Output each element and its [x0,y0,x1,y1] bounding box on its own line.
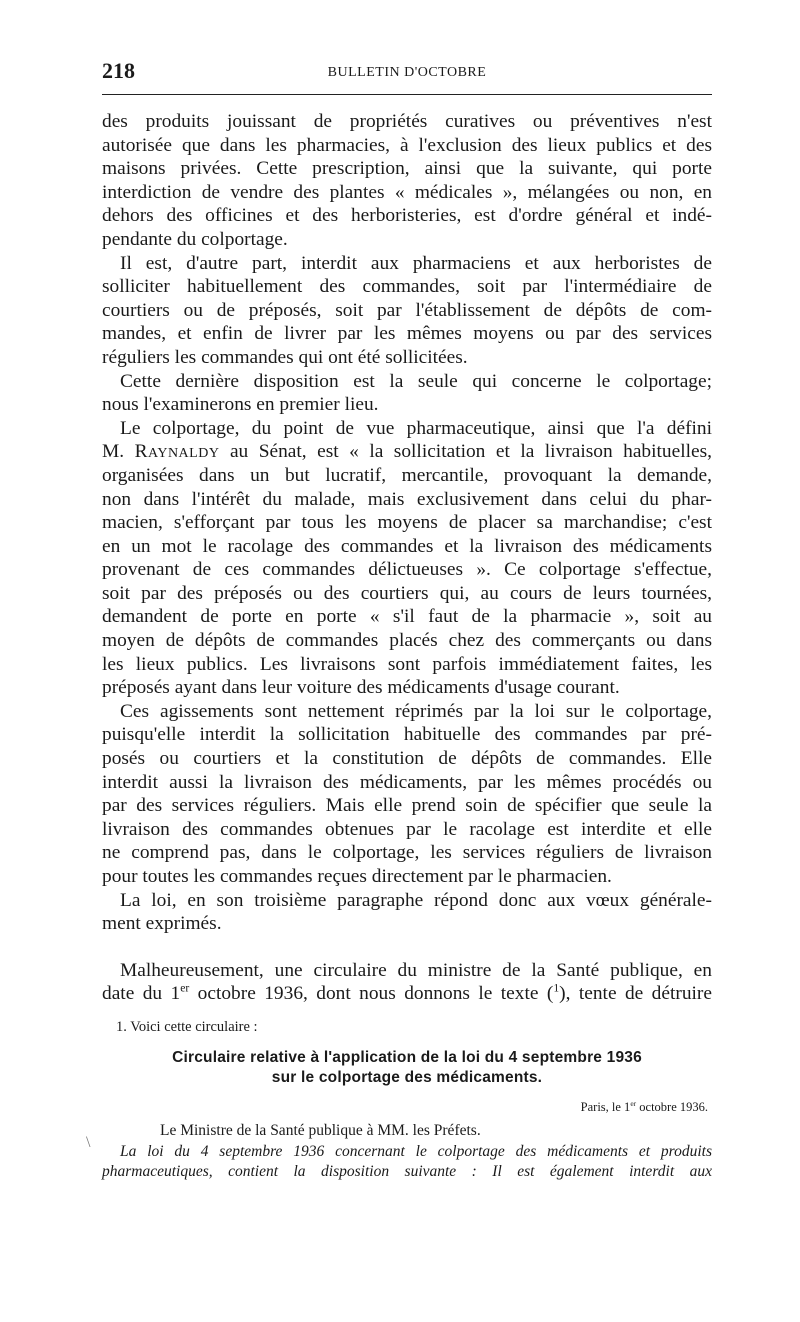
text-line: nous l'examinerons en premier lieu. [102,394,379,416]
circular-title [102,1048,712,1088]
text-line: moyen de dépôts de commandes placés chez des commerçants ou dans [102,630,712,652]
text-span: octobre 1936, dont nous donnons le texte ( [197,983,554,1005]
footnote-ref: 1 [553,981,560,995]
text-line: soit par des préposés ou des courtiers qui, au cours de leurs tournées, [102,582,712,604]
paragraph-gap [102,936,712,959]
text-line: maisons privées. Cette prescription, ainsi que la suivante, qui porte [102,158,712,180]
text-line: ment exprimés. [102,913,222,935]
running-title: BULLETIN D'OCTOBRE [327,65,487,80]
date-text: Paris, le 1 [580,1100,631,1114]
superscript: er [180,981,190,995]
circular-title-line: Circulaire relative à l'application de la loi du 4 septembre 1936 [172,1049,642,1066]
margin-mark: \ [86,1134,91,1151]
text-line: demandent de porte en porte « s'il faut de la pharmacie », soit au [102,606,712,628]
text-line: non dans l'intérêt du malade, mais exclusivement dans celui du phar- [102,488,712,510]
text-line: interdiction de vendre des plantes « médicales », mélangées ou non, en [102,181,712,203]
text-line [102,440,712,464]
date-text: octobre 1936. [636,1100,708,1114]
circular-body [102,1142,712,1182]
text-line: ne comprend pas, dans le colportage, les services réguliers de livraison [102,842,712,864]
text-line: des produits jouissant de propriétés curatives ou préventives n'est [102,111,712,132]
text-line: pour toutes les commandes reçues directement par le pharmacien. [102,866,612,887]
text-line: provenant de ces commandes délictueuses ». Ce colportage s'effectue, [102,559,712,581]
text-span: M. [102,441,125,463]
text-line: La loi, en son troisième paragraphe répond donc aux vœux générale- [120,889,712,911]
person-name: Raynaldy [134,441,220,463]
text-span: au Sénat, est « la sollicitation et la livraison habituelles, [229,441,712,463]
text-line: livraison des commandes obtenues par le racolage est interdite et elle [102,818,712,840]
text-line: Il est, d'autre part, interdit aux pharmaciens et aux herboristes de [120,252,712,274]
text-line: organisées dans un but lucratif, mercantile, provoquant la demande, [102,464,712,486]
text-line: solliciter habituellement des commandes, soit par l'intermédiaire de [102,276,712,298]
text-span: ), tente de détruire [559,983,712,1005]
text-line: Cette dernière disposition est la seule qui concerne le colportage; [120,370,712,392]
text-line: interdit aussi la livraison des médicaments, par les mêmes procédés ou [102,771,712,793]
text-line: pendante du colportage. [102,228,288,250]
text-line: préposés ayant dans leur voiture des médicaments d'usage courant. [102,677,620,699]
text-line: Le colportage, du point de vue pharmaceutique, ainsi que l'a défini [120,417,712,439]
circular-title-line: sur le colportage des médicaments. [271,1069,543,1086]
page-header [102,58,712,88]
footnote [102,1016,712,1182]
text-line: macien, s'efforçant par tous les moyens de placer sa marchandise; c'est [102,512,712,534]
text-line: les lieux publics. Les livraisons sont parfois immédiatement faites, les [102,653,712,675]
text-span: date du 1 [102,983,181,1005]
footnote-label: 1. Voici cette circulaire : [116,1019,258,1035]
text-line: réguliers les commandes qui ont été sollicitées. [102,346,468,368]
text-line: mandes, et enfin de livrer par les mêmes moyens ou par des services [102,323,712,345]
text-line: autorisée que dans les pharmacies, à l'exclusion des lieux publics et des [102,134,712,156]
text-line: dehors des officines et des herboristeries, est d'ordre général et indé- [102,205,712,227]
date-superscript: er [630,1098,637,1108]
circular-addressee: Le Ministre de la Santé publique à MM. les Préfets. [160,1122,481,1139]
text-line: courtiers ou de préposés, soit par l'établissement de dépôts de com- [102,299,712,321]
text-line [102,982,712,1006]
main-text [102,110,712,1006]
header-rule [102,94,712,95]
text-line: en un mot le racolage des commandes et la livraison des médicaments [102,535,712,557]
text-line: par des services réguliers. Mais elle prend soin de spécifier que seule la [102,795,712,817]
circular-date [102,1098,712,1116]
page-number: 218 [102,58,135,83]
circular-line: La loi du 4 septembre 1936 concernant le colportage des médicaments et produits [120,1143,712,1160]
circular-line: pharmaceutiques, contient la disposition suivante : Il est également interdit aux [102,1163,712,1180]
text-line: posés ou courtiers et la constitution de dépôts de commandes. Elle [102,748,712,770]
text-line: puisqu'elle interdit la sollicitation habituelle des commandes par pré- [102,724,712,746]
text-line: Malheureusement, une circulaire du ministre de la Santé publique, en [120,959,712,981]
text-line: Ces agissements sont nettement réprimés par la loi sur le colportage, [120,700,712,722]
